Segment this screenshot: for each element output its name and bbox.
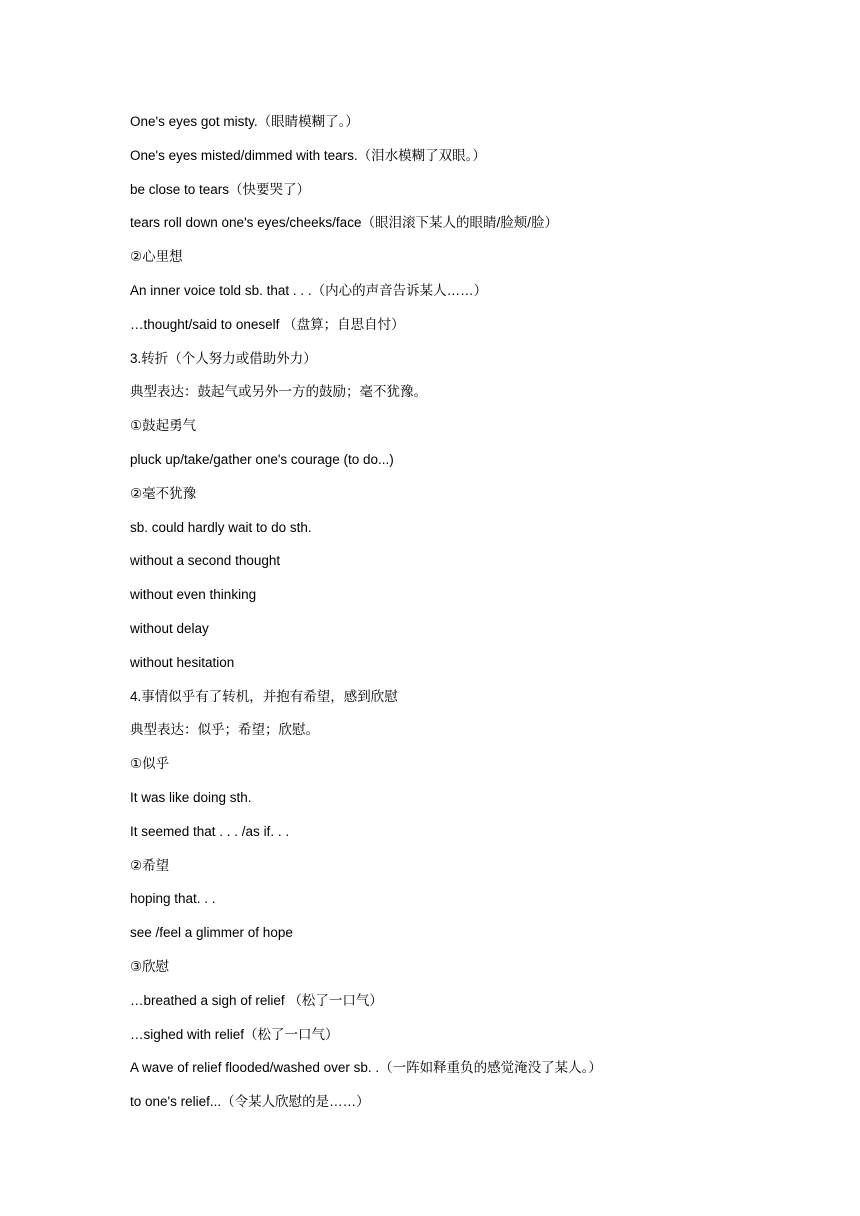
text-line: An inner voice told sb. that . . .（内心的声音告诉某人……） (130, 282, 488, 298)
subsection-heading: ②希望 (130, 857, 170, 873)
text-line: …thought/said to oneself （盘算；自思自忖） (130, 316, 405, 332)
text-line: tears roll down one's eyes/cheeks/face（眼泪滚下某人的眼睛/脸颊/脸） (130, 215, 558, 231)
text-line: sb. could hardly wait to do sth. (130, 519, 312, 535)
text-line: It seemed that . . . /as if. . . (130, 823, 290, 839)
text-line: It was like doing sth. (130, 789, 252, 805)
text-line: ②心里想 (130, 249, 183, 265)
text-line: without even thinking (130, 587, 257, 603)
text-line: see /feel a glimmer of hope (130, 925, 293, 941)
text-line: …breathed a sigh of relief （松了一口气） (130, 992, 383, 1008)
text-body (130, 111, 830, 1125)
text-line: One's eyes got misty.（眼睛模糊了。） (130, 114, 359, 129)
text-line: 典型表达：鼓起气或另外一方的鼓励；毫不犹豫。 (130, 384, 427, 400)
subsection-heading: ①鼓起勇气 (130, 418, 197, 434)
subsection-heading: ①似乎 (130, 756, 170, 772)
subsection-heading: ③欣慰 (130, 958, 170, 974)
text-line: …sighed with relief（松了一口气） (130, 1026, 339, 1042)
text-line: to one's relief...（令某人欣慰的是……） (130, 1094, 370, 1110)
section-heading: 4.事情似乎有了转机，并抱有希望，感到欣慰 (130, 688, 398, 704)
text-line: One's eyes misted/dimmed with tears.（泪水模糊了双眼。） (130, 147, 486, 163)
text-line: without delay (130, 620, 209, 636)
text-line: hoping that. . . (130, 891, 216, 907)
text-line: A wave of relief flooded/washed over sb. .（一阵如释重负的感觉淹没了某人。） (130, 1060, 602, 1076)
text-line: pluck up/take/gather one's courage (to do...) (130, 451, 394, 467)
text-line: without a second thought (130, 553, 281, 569)
text-line: be close to tears（快要哭了） (130, 181, 311, 197)
subsection-heading: ②毫不犹豫 (130, 485, 197, 501)
section-heading: 3.转折（个人努力或借助外力） (130, 350, 317, 366)
text-line: 典型表达：似乎；希望；欣慰。 (130, 722, 319, 738)
text-line: without hesitation (130, 654, 235, 670)
